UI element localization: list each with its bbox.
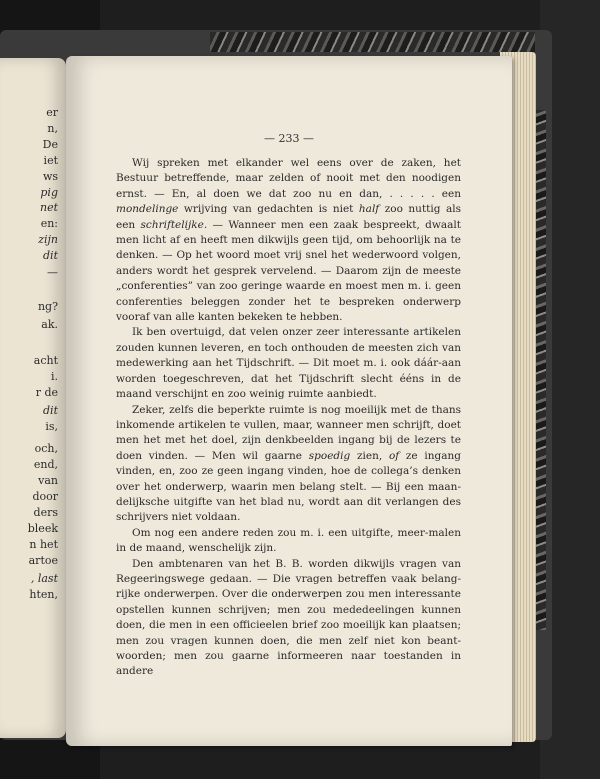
- emphasized-text: half: [358, 203, 380, 216]
- body-text: [116, 156, 461, 680]
- paragraph: [116, 526, 461, 557]
- left-page-fragment: bleek: [27, 522, 58, 535]
- left-page-fragment: n,: [47, 122, 58, 135]
- marbled-cover-top: [210, 32, 535, 52]
- emphasized-text: spoedig: [308, 449, 351, 462]
- left-page-fragment: De: [42, 138, 58, 151]
- left-page-fragment: —: [47, 266, 58, 279]
- left-page-fragment: iet: [43, 154, 58, 167]
- emphasized-text: mondelinge: [116, 203, 179, 216]
- paragraph: [116, 557, 461, 680]
- page-number: — 233 —: [264, 132, 314, 145]
- left-page-fragment: van: [38, 474, 58, 487]
- text-run: zien,: [350, 449, 389, 462]
- text-run: . — Wanneer men een zaak bespreekt, dwaalt men licht af en heeft men dikwijls geen tijd, om behoorlijk na te denken. — Op het woord moet vrij snel het wederwoord volgen, anders wordt het gesprek vervelend. — Daarom zijn de meeste „conferenties” van zoo geringe waarde en moest men m. i. geen conferenties beleggen zonder het te bespreken onderwerp vooraf van alle kanten bekeken te hebben.: [116, 218, 461, 324]
- left-page: [0, 58, 66, 738]
- left-page-fragment: pig: [40, 186, 58, 199]
- paragraph: [116, 325, 461, 402]
- left-page-fragment: ders: [33, 506, 58, 519]
- left-page-fragment: end,: [33, 458, 58, 471]
- left-page-fragment: och,: [34, 442, 58, 455]
- paragraph: [116, 403, 461, 526]
- left-page-fragment: net: [39, 201, 58, 214]
- left-page-fragment: ng?: [37, 300, 58, 313]
- left-page-fragment: i.: [50, 370, 58, 383]
- left-page-fragment: en:: [40, 217, 58, 230]
- left-page-fragment: dit: [43, 249, 58, 262]
- left-page-fragment: dit: [43, 404, 58, 417]
- text-run: Om nog een andere reden zou m. i. een uitgifte, meer-malen in de maand, wenschelijk zijn.: [116, 526, 461, 555]
- left-page-fragment: ak.: [41, 318, 58, 331]
- left-page-fragment: zijn: [38, 233, 58, 246]
- text-run: Ik ben overtuigd, dat velen onzer zeer interessante artikelen zouden kunnen leveren, en toch onthouden de meesten zich van medewerking aan het Tijdschrift. — Dit moet m. i. ook dáár-aan worden toegeschreven, dat het Tijdschrift slecht ééns in de maand verschijnt en zoo weinig ruimte aanbiedt.: [116, 326, 461, 401]
- text-run: Den ambtenaren van het B. B. worden dikwijls vragen van Regeeringswege gedaan. — Die vragen betreffen vaak belang-rijke onderwerpen. Over die onderwerpen zou men interessante opstellen kunnen schrijven; men zou mededeelingen kunnen doen, die men in een officieelen brief zoo moeilijk kan plaatsen; men zou vragen kunnen doen, die men zelf niet kon beant-woorden; men zou gaarne informeeren naar toestanden in andere: [116, 557, 461, 678]
- text-run: Zeker, zelfs die beperkte ruimte is nog moeilijk met de thans inkomende artikelen te vullen, maar, wanneer men schrijft, doet men het met het doel, zijn denkbeelden ingang bij de lezers te doen vinden. — Men wil gaarne: [116, 403, 461, 462]
- emphasized-text: of: [388, 449, 400, 462]
- left-page-fragment: door: [32, 490, 58, 503]
- left-page-fragment: n het: [29, 538, 58, 551]
- paragraph: [116, 156, 461, 325]
- left-page-fragment: is,: [45, 420, 58, 433]
- left-page-fragment: hten,: [29, 588, 58, 601]
- text-run: ze ingang vinden, en, zoo ze geen ingang vinden, hoe de collega’s denken over het onderwerp, waarin men belang stelt. — Bij een maan-delijksche uitgifte van het blad nu, wordt aan dit verlangen des schrijvers niet voldaan.: [116, 449, 461, 524]
- left-page-fragment: acht: [33, 354, 58, 367]
- left-page-fragment: er: [46, 106, 58, 119]
- text-run: wrijving van gedachten is niet: [178, 203, 359, 216]
- left-page-fragment: , last: [30, 572, 58, 585]
- left-page-fragment: r de: [35, 386, 58, 399]
- emphasized-text: schriftelijke: [140, 218, 204, 231]
- left-page-fragment: ws: [42, 170, 58, 183]
- left-page-fragment: artoe: [28, 554, 58, 567]
- text-run: Wij spreken met elkander wel eens over de zaken, het Bestuur betreffende, maar zelden of nooit met den noodigen ernst. — En, al doen we dat zoo nu en dan, . . . . . een: [116, 157, 461, 200]
- right-page: [66, 56, 512, 746]
- text-run: zoo nuttig als een: [116, 203, 461, 231]
